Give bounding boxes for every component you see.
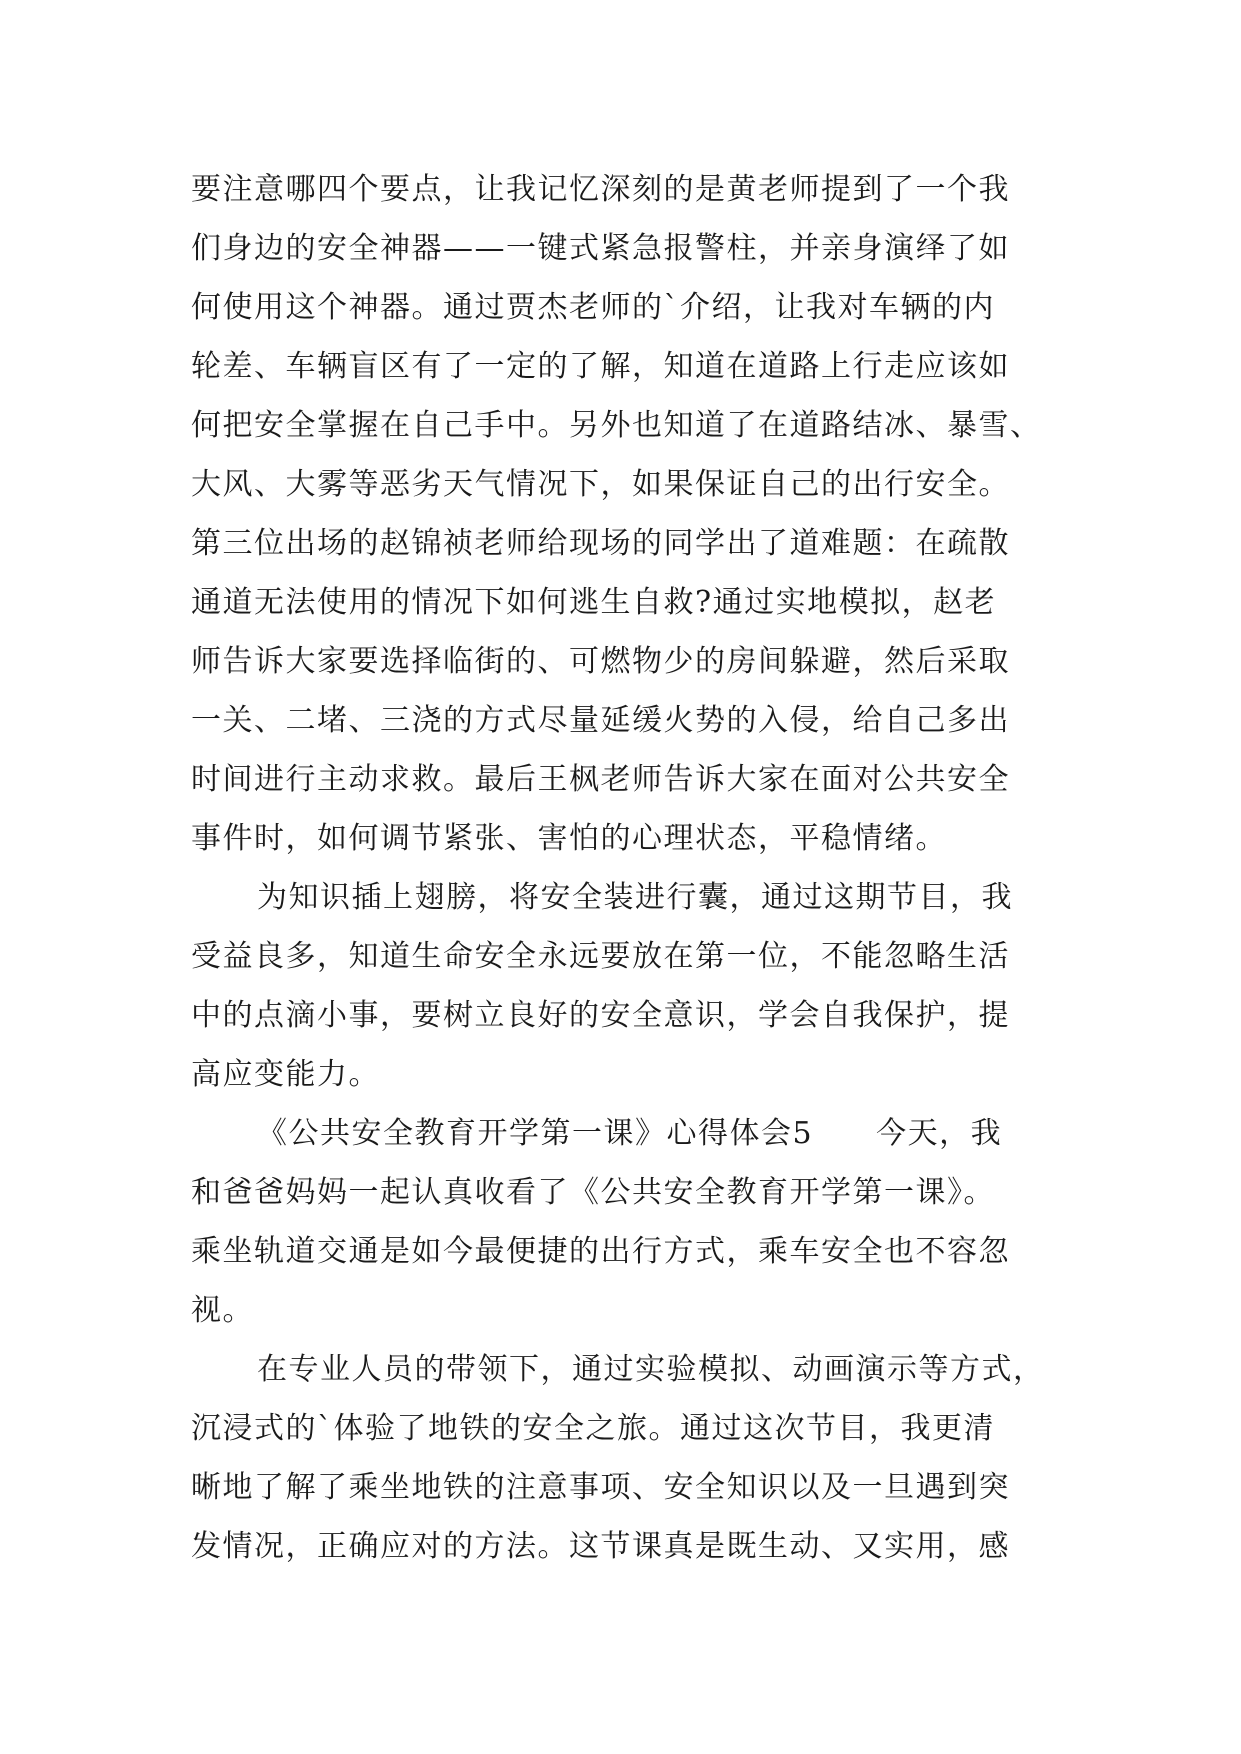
text-line: 要注意哪四个要点，让我记忆深刻的是黄老师提到了一个我 <box>191 172 1010 207</box>
paragraph <box>191 1340 1051 1576</box>
text-line: 受益良多，知道生命安全永远要放在第一位，不能忽略生活 <box>191 939 1010 974</box>
text-line: 何使用这个神器。通过贾杰老师的`介绍，让我对车辆的内 <box>191 290 995 325</box>
text-line: 通道无法使用的情况下如何逃生自救?通过实地模拟，赵老 <box>191 585 997 620</box>
text-line: 轮差、车辆盲区有了一定的了解，知道在道路上行走应该如 <box>191 349 1010 384</box>
text-line: 们身边的安全神器——一键式紧急报警柱，并亲身演绎了如 <box>191 231 1010 266</box>
text-line: 在专业人员的带领下，通过实验模拟、动画演示等方式， <box>257 1352 1045 1387</box>
paragraph <box>191 160 1051 868</box>
text-line: 第三位出场的赵锦祯老师给现场的同学出了道难题：在疏散 <box>191 526 1010 561</box>
paragraph <box>191 1104 1051 1340</box>
text-line: 和爸爸妈妈一起认真收看了《公共安全教育开学第一课》。 <box>191 1175 995 1210</box>
text-line: 《公共安全教育开学第一课》心得体会5 今天，我 <box>257 1116 1003 1151</box>
text-line: 事件时，如何调节紧张、害怕的心理状态，平稳情绪。 <box>191 821 947 856</box>
text-line: 晰地了解了乘坐地铁的注意事项、安全知识以及一旦遇到突 <box>191 1470 1010 1505</box>
text-line: 发情况，正确应对的方法。这节课真是既生动、又实用，感 <box>191 1529 1010 1564</box>
text-line: 何把安全掌握在自己手中。另外也知道了在道路结冰、暴雪、 <box>191 408 1042 443</box>
text-line: 为知识插上翅膀，将安全装进行囊，通过这期节目，我 <box>257 880 1013 915</box>
text-line: 中的点滴小事，要树立良好的安全意识，学会自我保护，提 <box>191 998 1010 1033</box>
paragraph <box>191 868 1051 1104</box>
text-line: 沉浸式的`体验了地铁的安全之旅。通过这次节目，我更清 <box>191 1411 995 1446</box>
text-line: 乘坐轨道交通是如今最便捷的出行方式，乘车安全也不容忽 <box>191 1234 1010 1269</box>
text-line: 时间进行主动求救。最后王枫老师告诉大家在面对公共安全 <box>191 762 1010 797</box>
text-line: 视。 <box>191 1293 254 1328</box>
text-line: 高应变能力。 <box>191 1057 380 1092</box>
body-text <box>191 160 1051 1576</box>
text-line: 一关、二堵、三浇的方式尽量延缓火势的入侵，给自己多出 <box>191 703 1010 738</box>
text-line: 大风、大雾等恶劣天气情况下，如果保证自己的出行安全。 <box>191 467 1010 502</box>
text-line: 师告诉大家要选择临街的、可燃物少的房间躲避，然后采取 <box>191 644 1010 679</box>
